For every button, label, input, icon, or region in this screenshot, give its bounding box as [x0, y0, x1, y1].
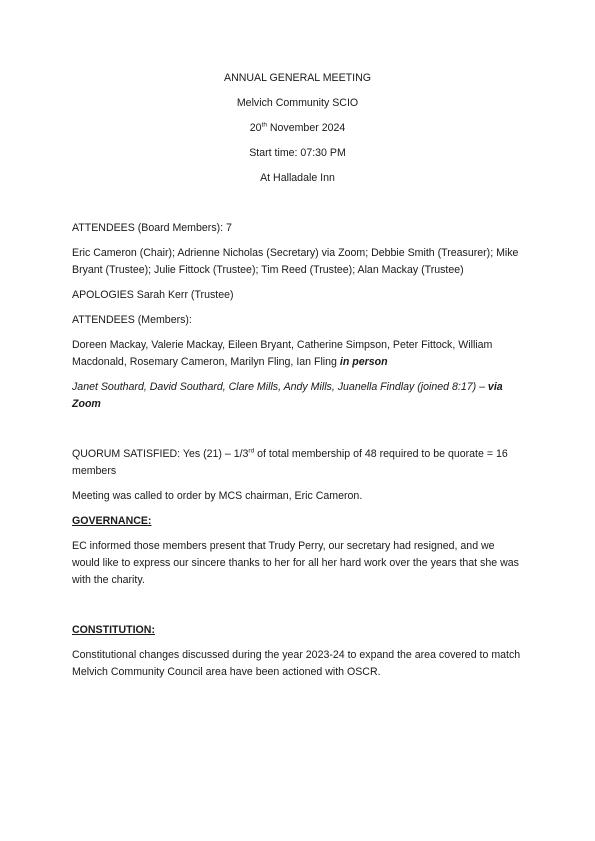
quorum-text-a: QUORUM SATISFIED: Yes (21) – 1/3 [72, 448, 249, 460]
zoom-label: via Zoom [72, 381, 503, 410]
date-suffix: th [261, 121, 267, 129]
governance-text: EC informed those members present that Trudy Perry, our secretary had resigned, and we would like to express our sincere thanks to her for all her hard work over the years that she was with the charity. [72, 540, 519, 586]
start-time: Start time: 07:30 PM [249, 147, 346, 159]
meeting-title: ANNUAL GENERAL MEETING [224, 72, 371, 84]
constitution-text: Constitutional changes discussed during the year 2023-24 to expand the area covered to match Melvich Community Council area have been actioned with OSCR. [72, 649, 521, 678]
quorum-sup: rd [248, 447, 255, 455]
member-attendees-in-person [72, 337, 524, 371]
quorum-text-b: of total membership of 48 required to be quorate = 16 members [72, 448, 508, 477]
spacer [72, 597, 524, 622]
zoom-list: Janet Southard, David Southard, Clare Mills, Andy Mills, Juanella Findlay (joined 8:17) – [72, 381, 488, 393]
quorum-statement [72, 446, 524, 480]
apologies: APOLOGIES Sarah Kerr (Trustee) [72, 289, 234, 301]
meeting-date [0, 120, 595, 137]
date-day: 20 [249, 122, 262, 134]
board-attendees-heading: ATTENDEES (Board Members): 7 [72, 222, 232, 234]
board-attendees-list: Eric Cameron (Chair); Adrienne Nicholas (Secretary) via Zoom; Debbie Smith (Treasurer); Mike Bryant (Trustee); Julie Fittock (Trustee); Tim Reed (Trustee); Alan Mackay (Trustee) [72, 247, 519, 276]
meeting-location: At Halladale Inn [260, 172, 335, 184]
document-body [72, 220, 524, 689]
document-header [0, 70, 595, 195]
member-attendees-heading: ATTENDEES (Members): [72, 314, 192, 326]
in-person-label: in person [339, 356, 388, 368]
date-rest: November 2024 [266, 122, 346, 134]
called-to-order: Meeting was called to order by MCS chairman, Eric Cameron. [72, 490, 363, 502]
in-person-list: Doreen Mackay, Valerie Mackay, Eileen Bryant, Catherine Simpson, Peter Fittock, William Macdonald, Rosemary Cameron, Marilyn Fling, Ian Fling [72, 339, 493, 368]
member-attendees-zoom [72, 379, 524, 413]
constitution-heading: CONSTITUTION: [72, 624, 155, 636]
spacer [72, 421, 524, 446]
governance-heading: GOVERNANCE: [72, 515, 152, 527]
organisation-name: Melvich Community SCIO [236, 97, 359, 109]
